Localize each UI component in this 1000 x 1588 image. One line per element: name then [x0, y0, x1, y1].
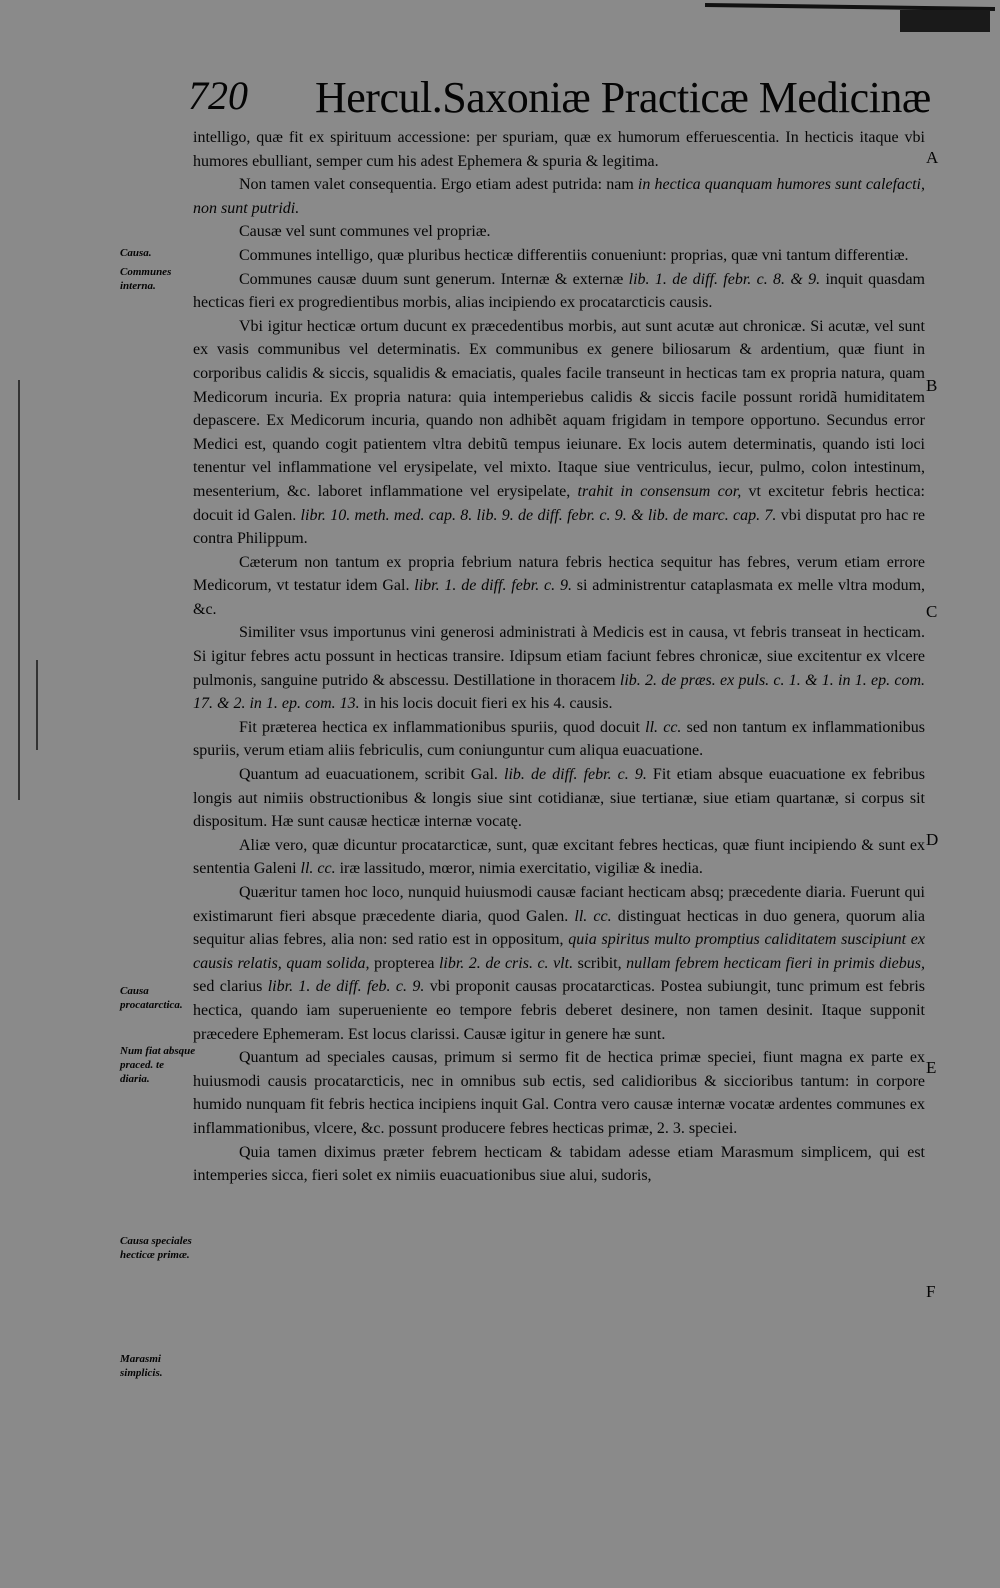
paragraph-text: Aliæ vero, quæ dicuntur procatarcticæ, sunt, quæ excitant febres hecticas, quæ fiunt incipiendo & sunt ex sententia Galeni	[193, 836, 925, 878]
paragraph-text: in his locis docuit fieri ex his 4. causis.	[359, 695, 613, 713]
paragraph	[193, 220, 925, 244]
citation-text: in hectica quanquam humores sunt calefacti, non sunt putridi.	[193, 176, 926, 217]
paragraph-text: Communes causæ duum sunt generum. Internæ & externæ	[239, 270, 629, 288]
paragraph-text: iræ lassitudo, mœror, nimia exercitatio, vigiliæ & inedia.	[335, 860, 703, 878]
paragraph	[193, 173, 925, 220]
body-text	[193, 126, 925, 1188]
paragraph	[193, 268, 925, 315]
scan-artifact-left	[18, 380, 20, 800]
side-note: Communes interna.	[120, 266, 172, 292]
citation-text: libr. 1. de diff. febr. c. 9.	[414, 577, 572, 595]
paragraph-text: inquit quasdam hecticas fieri ex progredientibus morbis, alias incipiendo ex procatarcticis causis.	[193, 270, 926, 312]
paragraph	[193, 551, 925, 622]
paragraph-text: intelligo, quæ fit ex spirituum accessione: per spuriam, quæ ex humorum efferuescentia. In hecticis itaque vbi humores ebulliant, semper cum his adest Ephemera & spuria & legitima.	[193, 129, 925, 170]
paragraph	[193, 763, 925, 834]
paragraph	[193, 315, 925, 551]
side-note: Causa speciales hecticæ primæ.	[120, 1235, 192, 1261]
paragraph-text: Causæ vel sunt communes vel propriæ.	[239, 223, 491, 241]
page-header	[188, 72, 931, 132]
paragraph-text: sed non tantum ex inflammationibus spuriis, verum etiam aliis febriculis, cum coniunguntur cum aliqua euacuatione.	[193, 718, 926, 760]
citation-text: nullam febrem hecticam fieri in primis diebus,	[626, 954, 926, 972]
citation-text: ll. cc.	[574, 907, 612, 925]
paragraph-text: Communes intelligo, quæ pluribus hecticæ differentiis conueniunt: proprias, quæ vni tantum differentiæ.	[239, 246, 909, 264]
paragraph	[193, 244, 925, 268]
margin-letter: D	[926, 830, 939, 849]
side-note: Causa.	[120, 247, 152, 259]
paragraph-text: sed clarius	[193, 978, 268, 996]
paragraph-text: Quæritur tamen hoc loco, nunquid huiusmodi causæ faciant hecticam absq; præcedente diaria. Fuerunt qui existimarunt fieri absque præcedente diaria, quod Galen.	[193, 884, 925, 925]
paragraph-text: vbi proponit causas procatarcticas. Postea subiungit, tunc primum est febris hectica, quando iam superueniente eo tempore febris deberet desinere, non tamen desinit. Itaque supponit præcedere Ephemeram. Est locus clarissi. Causæ igitur in genere hæ sunt.	[193, 978, 925, 1043]
paragraph-text: Fit etiam absque euacuatione ex febribus longis aut nimiis obstructionibus & longis siue sint cotidianæ, siue tertianæ, siue etiam quartanæ, si corpus sit dispositum. Hæ sunt causæ hecticæ internæ vocatę.	[193, 766, 926, 831]
paragraph-text: Similiter vsus importunus vini generosi administrati à Medicis est in causa, vt febris transeat in hecticam. Si igitur febres actu possunt in hecticas transire. Idipsum etiam faciunt febres chronicæ, siue excitentur ex vlcere pulmonis, sanguine putrido & abscessu. Destillatione in thoracem	[193, 624, 925, 689]
paragraph-text: Quantum ad speciales causas, primum si sermo fit de hectica primæ speciei, fiunt magna ex parte ex huiusmodi causis procatarcticis, nec in omnibus sub ectis, sed calidioribus & siccioribus tantum: in corpore humido nunquam fit febris hectica incipiens inquit Gal. Contra vero causæ internæ vocatæ ardentes communes ex inflammationibus, vlcere, &c. possunt producere febres hecticas primæ, 2. 3. speciei.	[193, 1049, 925, 1137]
citation-text: trahit in consensum cor,	[577, 482, 742, 500]
paragraph	[193, 834, 925, 881]
paragraph	[193, 716, 925, 763]
margin-letter: C	[926, 602, 938, 621]
paragraph-text: Fit præterea hectica ex inflammationibus spuriis, quod docuit	[239, 718, 646, 736]
paragraph	[193, 621, 925, 715]
paragraph-text: vbi disputat pro hac re contra Philippum.	[193, 506, 925, 548]
running-title: Hercul.Saxoniæ Practicæ Medicinæ	[315, 73, 931, 122]
citation-text: quia spiritus multo promptius caliditatem suscipiunt ex causis relatis, quam solida,	[193, 931, 926, 972]
scan-artifact-corner	[900, 10, 990, 32]
paragraph	[193, 1141, 925, 1188]
citation-text: lib. 1. de diff. febr. c. 8. & 9.	[628, 270, 821, 288]
paragraph-text: scribit,	[573, 954, 627, 972]
side-note: Num fiat absque praced. te diaria.	[120, 1045, 196, 1085]
paragraph-text: Vbi igitur hecticæ ortum ducunt ex præcedentibus morbis, aut sunt acutæ aut chronicæ. Si acutæ, vel sunt ex vasis communibus vel determinatis. Ex communibus ex genere biliosarum & ardentium, quæ fiunt in corporibus calidis & siccis, squalidis & emaciatis, quales facile transeunt in hecticas tam ex propria natura, quam Medicorum incuria. Ex propria natura: quia intemperiebus calidis & siccis facile possunt roridã humiditatem depascere. Ex Medicorum incuria, quando non adhibẽt aquam frigidam in tempore opportuno. Secundus error Medici est, quando cogit patientem vltra debitũ tempus ieiunare. Ex locis autem determinatis, quando isti loci tenentur vel inflammatione vel erysipelate, vel mixto. Itaque siue ventriculus, iecur, pulmo, colon intestinum, mesenterium, &c. laboret inflammatione vel erysipelate,	[193, 317, 925, 500]
paragraph-text: vt excitetur febris hectica: docuit id Galen.	[193, 482, 925, 524]
paragraph-text: si administrentur cataplasmata ex melle vltra modum, &c.	[193, 577, 926, 618]
paragraph-text: Cæterum non tantum ex propria febrium natura febris hectica sequitur has febres, verum etiam errore Medicorum, vt testatur idem Gal.	[193, 553, 925, 595]
citation-text: ll. cc.	[300, 860, 336, 878]
paragraph	[193, 1046, 925, 1140]
scan-artifact-left2	[36, 660, 38, 750]
page-number: 720	[188, 73, 248, 118]
citation-text: lib. 2. de præs. ex puls. c. 1. & 1. in 1. ep. com. 17. & 2. in 1. ep. com. 13.	[193, 671, 925, 713]
side-note: Marasmi simplicis.	[120, 1353, 163, 1379]
margin-letter: E	[926, 1058, 937, 1077]
margin-letter: F	[926, 1282, 936, 1301]
citation-text: libr. 10. meth. med. cap. 8. lib. 9. de diff. febr. c. 9. & lib. de marc. cap. 7.	[300, 506, 777, 524]
citation-text: ll. cc.	[645, 718, 682, 736]
paragraph-text: Quantum ad euacuationem, scribit Gal.	[239, 766, 504, 784]
side-note: Causa procatarctica.	[120, 985, 183, 1011]
paragraph-text: Quia tamen diximus præter febrem hecticam & tabidam adesse etiam Marasmum simplicem, qui est intemperies sicca, fieri solet ex nimiis euacuationibus siue alui, sudoris,	[193, 1143, 925, 1185]
paragraph-text: distinguat hecticas in duo genera, quorum alia sequitur alias febres, alia non: sed ratio est in oppositum,	[193, 907, 926, 949]
citation-text: lib. de diff. febr. c. 9.	[504, 766, 647, 784]
paragraph	[193, 126, 925, 173]
paragraph	[193, 881, 925, 1046]
citation-text: libr. 2. de cris. c. vlt.	[438, 954, 574, 972]
margin-letter: B	[926, 376, 938, 395]
citation-text: libr. 1. de diff. feb. c. 9.	[267, 978, 425, 996]
margin-letter: A	[926, 148, 939, 167]
paragraph-text: Non tamen valet consequentia. Ergo etiam adest putrida: nam	[239, 176, 638, 194]
paragraph-text: propterea	[369, 954, 439, 972]
